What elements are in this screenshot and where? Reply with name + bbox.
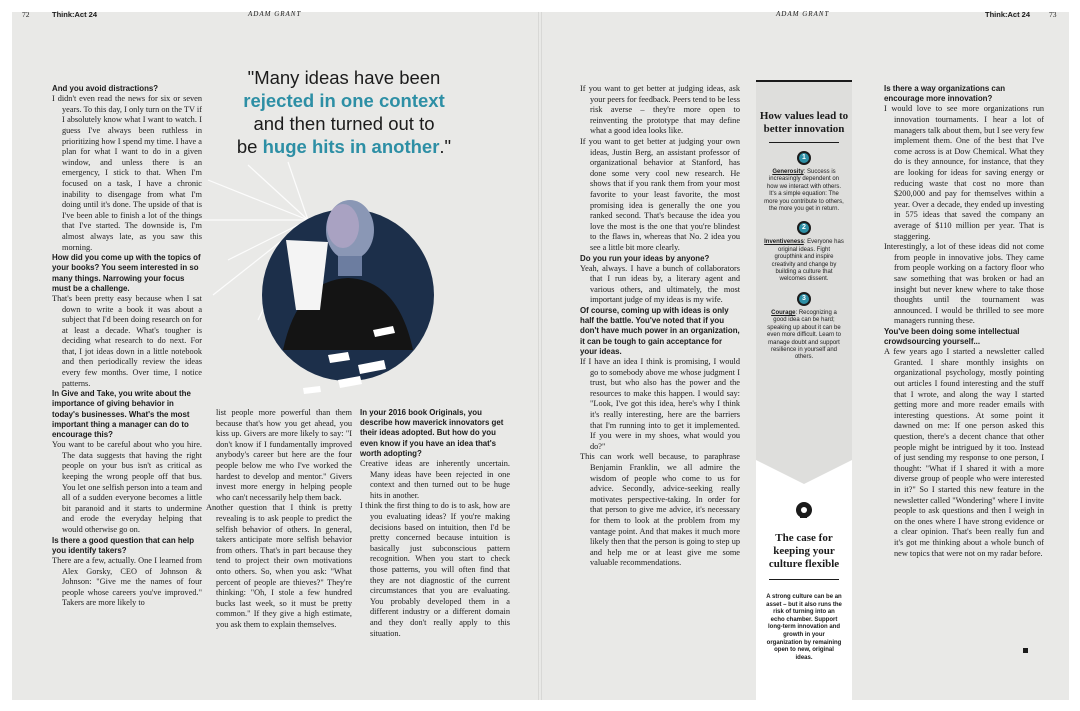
pull-quote-middle: and then turned out to xyxy=(253,113,435,134)
interview-question: How did you come up with the topics of your books? You seem interested in so many things. Narrowing your focus must be a challenge. xyxy=(52,253,201,293)
value-term: Generosity xyxy=(772,169,804,175)
end-mark xyxy=(1023,648,1028,653)
interview-answer: I would love to see more organizations run innovation tournaments. I hear a lot of managers talk about them, but I see very few implement them. One of the best that I've come across is at Dow Chemical. What they do is they announce, for instance, that they are looking for ideas for saving energy or reducing waste that cost no more than $200,000 and pay for themselves within a year. Over a decade, they ended up investing in 575 ideas that saved the company an average of $110 million per year. That is staggering. xyxy=(884,104,1044,241)
value-term: Inventiveness xyxy=(764,239,804,246)
value-description: : Recognizing a good idea can be hard; speaking up about it can be even more difficult. Learn to manage doubt and support resilience in yourself and others. xyxy=(767,309,841,361)
value-number-badge: 1 xyxy=(797,151,811,165)
interview-answer: This can work well because, to paraphrase Benjamin Franklin, we all admire the wisdom of people who come to us for advice. Secondly, advice-seeking really motivates perspective-taking. In order for that person to give me advice, it's necessary for them to look at the problem from my vantage point. And that makes it much more likely then that the person is going to step up and help me or at least give me some valuable recommendations. xyxy=(580,452,740,568)
interview-question: In Give and Take, you write about the importance of giving behavior in today's businesses. What's the most important thing a manager can do to encourage this? xyxy=(52,389,191,440)
case-rule xyxy=(769,579,839,580)
left-author-label: ADAM GRANT xyxy=(248,10,302,18)
left-page-number: 72 xyxy=(22,10,30,19)
sidebar-arrow xyxy=(756,440,852,520)
interview-answer: list people more powerful than them because that's how you get ahead, you kiss up. Givers are more likely to say: "I don't know if I fundamentally improved anybody's career but here are the four people below me who I've worked the hardest to develop and mentor." Givers invest more energy in helping people who can't necessarily help them back. xyxy=(216,408,352,502)
value-item xyxy=(756,292,852,362)
case-title: The case for keeping your culture flexible xyxy=(768,532,840,570)
interview-answer: That's been pretty easy because when I sat down to write a book it was about a subject that I'd been doing research on for at least a decade. What's tougher is deciding what research to do next. For that, I jot ideas down in a little notebook and then periodically review the ideas every few months. Over time, I notice patterns. xyxy=(52,293,202,388)
neck-shape xyxy=(338,256,362,276)
interview-answer: I think the first thing to do is to ask, how are you evaluating ideas? If you're making decisions based on intuition, then I'd be pretty concerned because intuition is basically just subconscious pattern recognition. When you start to check those patterns, you will often find that they are not diagnostic of the current circumstances that you are evaluating. You probably developed them in a different industry or a different domain and they don't really apply to this situation. xyxy=(360,501,510,638)
interview-answer: I didn't even read the news for six or seven years. To this day, I only turn on the TV if I absolutely know what I want to watch. I guess I've always been ruthless in prioritizing how I spend my time. I have a plan for what I want to do in a given window, and unless there is an emergency, I stick to that. When I'm focused on a task, I have a chronic inability to disengage from what I'm doing until it's done. The upside of that is I've been able to finish a lot of the things that I've started. The downside is, I'm almost always late, as you saw this morning. xyxy=(52,94,202,252)
value-term: Courage xyxy=(771,309,796,316)
value-item xyxy=(756,221,852,283)
pull-quote xyxy=(228,66,460,158)
interview-question: Is there a way organizations can encourage more innovation? xyxy=(884,84,1006,104)
pull-quote-close: ." xyxy=(439,136,452,157)
interview-answer: Yeah, always. I have a bunch of collaborators that I run ideas by, a literary agent and various others, and ultimately, the most important judge of my ideas is my wife. xyxy=(580,263,740,305)
interview-answer: If you want to get better at judging your own ideas, Justin Berg, an assistant professor of organizational behavior at Stanford, has done some very cool new research. He shows that if you rank them from your most favorite to your least favorite, the most promising idea is generally the one you ranked second. That's because the idea you love the most is the one that you're blindest to the flaws in, whereas that No. 2 idea you see a little bit more clearly. xyxy=(580,136,740,252)
right-author-label: ADAM GRANT xyxy=(776,10,830,18)
portrait-illustration xyxy=(188,160,443,400)
case-text: A strong culture can be an asset – but it also runs the risk of turning into an echo chamber. Support long-term innovation and growth in your organization by remaining open to new, original ideas. xyxy=(766,594,842,661)
right-page-number: 73 xyxy=(1049,10,1057,19)
interview-question: You've been doing some intellectual crowdsourcing yourself... xyxy=(884,326,1020,347)
interview-answer: A few years ago I started a newsletter called Granted. I share monthly insights on organizational psychology, mostly pointing out articles I found interesting and the stuff that I wrote, and along the way I started getting more and more reader emails with interesting questions. At some point it dawned on me: If one person asked this question, there's a decent chance that other people might be intrigued by it too. Instead of just sending my response to one person, I thought: "What if I shared it with a more diverse group of people who were interested in it?" So I started this new feature in the newsletter called "Wondering" where I invite people to ask questions and then I weigh in on the ones where I have strong evidence or a clear opinion. That's been really fun and it's got me thinking about a whole bunch of new topics that were not on my radar before. xyxy=(884,347,1044,558)
sidebar-items xyxy=(756,151,852,362)
interview-answer: If I have an idea I think is promising, I would go to somebody above me whose judgment I trust, but who also has the power and the resources to make this happen. I would say: "Look, I've got this idea, here's why I think it's really interesting, here are the barriers that I'm running into to get it implemented. If you were in my shoes, what would you do?" xyxy=(580,357,740,451)
interview-question: In your 2016 book Originals, you describe how maverick innovators get their ideas adopted. But how do you even know if you have an idea that's worth adopting? xyxy=(360,408,504,458)
article-column-2 xyxy=(206,408,352,630)
value-number-badge: 2 xyxy=(797,221,811,235)
pull-quote-highlight-1: rejected in one context xyxy=(243,90,445,111)
interview-question: Of course, coming up with ideas is only half the battle. You've noted that if you don't have much power in an organization, it can be tough to gain acceptance for your ideas. xyxy=(580,306,740,356)
value-description: : Success is increasingly dependent on how we interact with others. It's a simple equation: The more you contribute to others, the more you get in return. xyxy=(764,169,844,213)
pull-quote-highlight-2: huge hits in another xyxy=(262,136,440,157)
interview-answer: Creative ideas are inherently uncertain. Many ideas have been rejected in one context and then turned out to be huge hits in another. xyxy=(360,459,510,500)
article-column-5 xyxy=(884,84,1044,559)
interview-question: And you avoid distractions? xyxy=(52,84,159,93)
article-column-1 xyxy=(52,84,202,609)
article-column-4 xyxy=(580,84,740,569)
interview-question: Do you run your ideas by anyone? xyxy=(580,253,710,263)
values-sidebar xyxy=(756,80,852,700)
interview-answer: If you want to get better at judging ideas, ask your peers for feedback. Peers tend to be less risk averse – they're more open to reinventing the prototype that may define what a good idea looks like. xyxy=(580,84,740,136)
case-box xyxy=(756,518,852,700)
interview-answer: You want to be careful about who you hire. The data suggests that having the right people on your bus isn't as critical as keeping the wrong people off that bus. You let one selfish person into a team and all of a sudden everyone becomes a little bit paranoid and it starts to undermine and erode the everyday helping that would otherwise go on. xyxy=(52,440,202,535)
pull-quote-open: "Many ideas have been xyxy=(247,67,441,88)
interview-question: Is there a good question that can help you identify takers? xyxy=(52,535,195,555)
right-section-label: Think:Act 24 xyxy=(985,10,1031,19)
interview-answer: Another question that I think is pretty revealing is to ask people to predict the selfish behavior of others. In general, takers anticipate more selfish behavior from others. That's in part because they tend to project their own motivations onto others. So, when you ask: "What percent of people are thieves?" They're thinking: "Oh, I stole a few hundred bucks last week, so it must be pretty common." If they give a high estimate, you ask them to explain themselves. xyxy=(206,503,352,629)
values-box xyxy=(756,80,852,440)
interview-answer: There are a few, actually. One I learned from Alex Gorsky, CEO of Johnson & Johnson: "Give me the names of four people whose careers you've improved." Takers are more likely to xyxy=(52,556,202,608)
pull-quote-be: be xyxy=(236,136,263,157)
interview-answer: Interestingly, a lot of these ideas did not come from people in innovative jobs. They came from people working on a factory floor who saw something that was broken or had an insight but never knew where to take those thoughts until the tournament was announced. I would be thrilled to see more managers running these. xyxy=(884,242,1044,326)
sidebar-rule xyxy=(769,142,839,143)
value-number-badge: 3 xyxy=(797,292,811,306)
sidebar-title: How values lead to better innovation xyxy=(759,110,849,135)
article-column-3 xyxy=(360,408,510,639)
spine-gutter xyxy=(538,12,542,700)
value-item xyxy=(756,151,852,213)
left-section-label: Think:Act 24 xyxy=(52,10,98,19)
value-description: : Everyone has original ideas. Fight groupthink and inspire creativity and change by building a culture that welcomes dissent. xyxy=(771,239,844,283)
